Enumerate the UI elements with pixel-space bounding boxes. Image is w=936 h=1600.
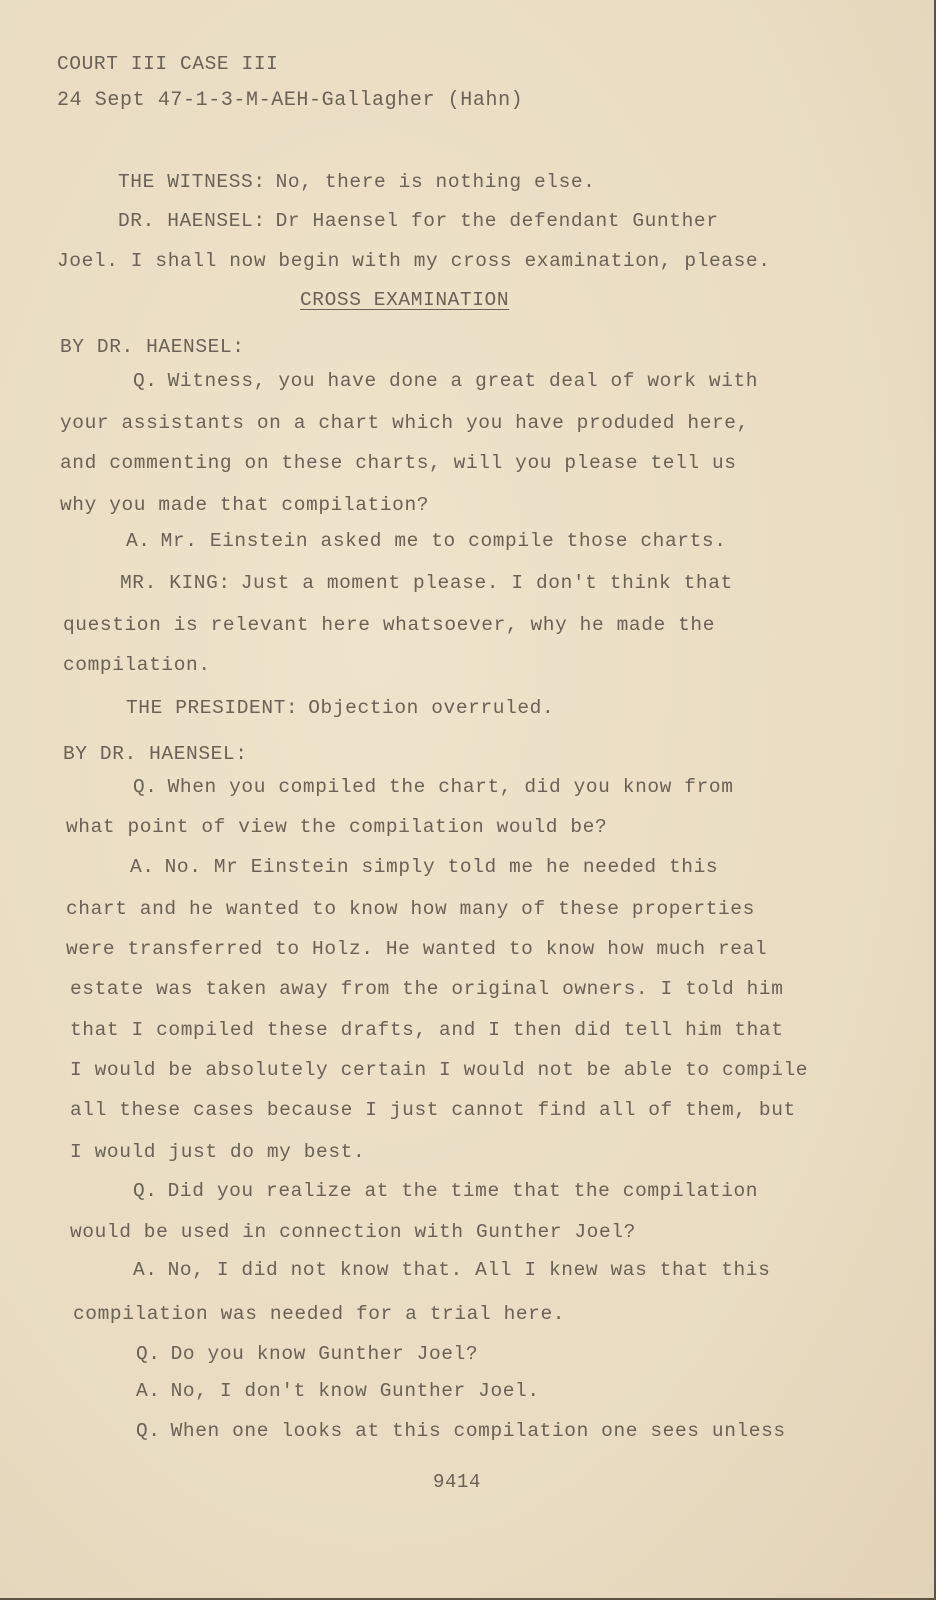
continuation-line: what point of view the compilation would be? [66, 816, 608, 838]
continuation-line: estate was taken away from the original owners. I told him [70, 978, 784, 1000]
answer-text: Mr. Einstein asked me to compile those charts. [160, 530, 727, 552]
answer-line [130, 856, 718, 878]
answer-line [136, 1380, 540, 1402]
answer-marker: A. [136, 1380, 161, 1402]
answer-marker: A. [130, 856, 155, 878]
answer-text: No. Mr Einstein simply told me he needed this [164, 856, 719, 878]
statement-line [120, 572, 733, 594]
continuation-line: Joel. I shall now begin with my cross examination, please. [57, 250, 771, 272]
court-case-line: COURT III CASE III [57, 53, 279, 75]
question-line [136, 1343, 478, 1365]
speaker-label: DR. HAENSEL: [118, 210, 266, 232]
answer-marker: A. [126, 530, 151, 552]
statement-text: Objection overruled. [308, 697, 555, 719]
question-text: Did you realize at the time that the compilation [167, 1180, 759, 1202]
question-marker: Q. [136, 1420, 161, 1442]
answer-text: No, I don't know Gunther Joel. [170, 1380, 540, 1402]
question-line [133, 370, 758, 392]
statement-text: Dr Haensel for the defendant Gunther [275, 210, 719, 232]
continuation-line: why you made that compilation? [60, 494, 430, 516]
question-marker: Q. [133, 1180, 158, 1202]
continuation-line: and commenting on these charts, will you please tell us [60, 452, 737, 474]
continuation-line: all these cases because I just cannot find all of them, but [70, 1099, 796, 1121]
statement-line [118, 210, 719, 232]
continuation-line: your assistants on a chart which you have produded here, [60, 412, 749, 434]
continuation-line: question is relevant here whatsoever, why he made the [63, 614, 716, 636]
answer-marker: A. [133, 1259, 158, 1281]
continuation-line: compilation. [63, 654, 211, 676]
continuation-line: I would be absolutely certain I would not be able to compile [70, 1059, 809, 1081]
continuation-line: I would just do my best. [70, 1141, 366, 1163]
examiner-line: BY DR. HAENSEL: [63, 743, 248, 765]
continuation-line: were transferred to Holz. He wanted to know how much real [66, 938, 768, 960]
examiner-line: BY DR. HAENSEL: [60, 336, 245, 358]
session-line: 24 Sept 47-1-3-M-AEH-Gallagher (Hahn) [57, 89, 524, 112]
statement-line [118, 171, 595, 193]
answer-text: No, I did not know that. All I knew was that this [167, 1259, 771, 1281]
answer-line [133, 1259, 770, 1281]
question-text: When one looks at this compilation one sees unless [170, 1420, 786, 1442]
question-text: Do you know Gunther Joel? [170, 1343, 479, 1365]
question-marker: Q. [133, 776, 158, 798]
continuation-line: chart and he wanted to know how many of these properties [66, 898, 755, 920]
statement-text: No, there is nothing else. [275, 171, 596, 193]
continuation-line: compilation was needed for a trial here. [73, 1303, 566, 1325]
speaker-label: THE WITNESS: [118, 171, 266, 193]
question-text: Witness, you have done a great deal of work with [167, 370, 759, 392]
continuation-line: that I compiled these drafts, and I then did tell him that [70, 1019, 784, 1041]
answer-line [126, 530, 727, 552]
speaker-label: MR. KING: [120, 572, 231, 594]
section-heading: CROSS EXAMINATION [300, 289, 510, 311]
statement-text: Just a moment please. I don't think that [240, 572, 733, 594]
statement-line [126, 697, 554, 719]
continuation-line: would be used in connection with Gunther Joel? [70, 1221, 636, 1243]
question-marker: Q. [136, 1343, 161, 1365]
page-number: 9414 [433, 1471, 482, 1493]
question-line [133, 776, 734, 798]
question-marker: Q. [133, 370, 158, 392]
question-line [136, 1420, 786, 1442]
speaker-label: THE PRESIDENT: [126, 697, 299, 719]
question-line [133, 1180, 758, 1202]
question-text: When you compiled the chart, did you know from [167, 776, 734, 798]
